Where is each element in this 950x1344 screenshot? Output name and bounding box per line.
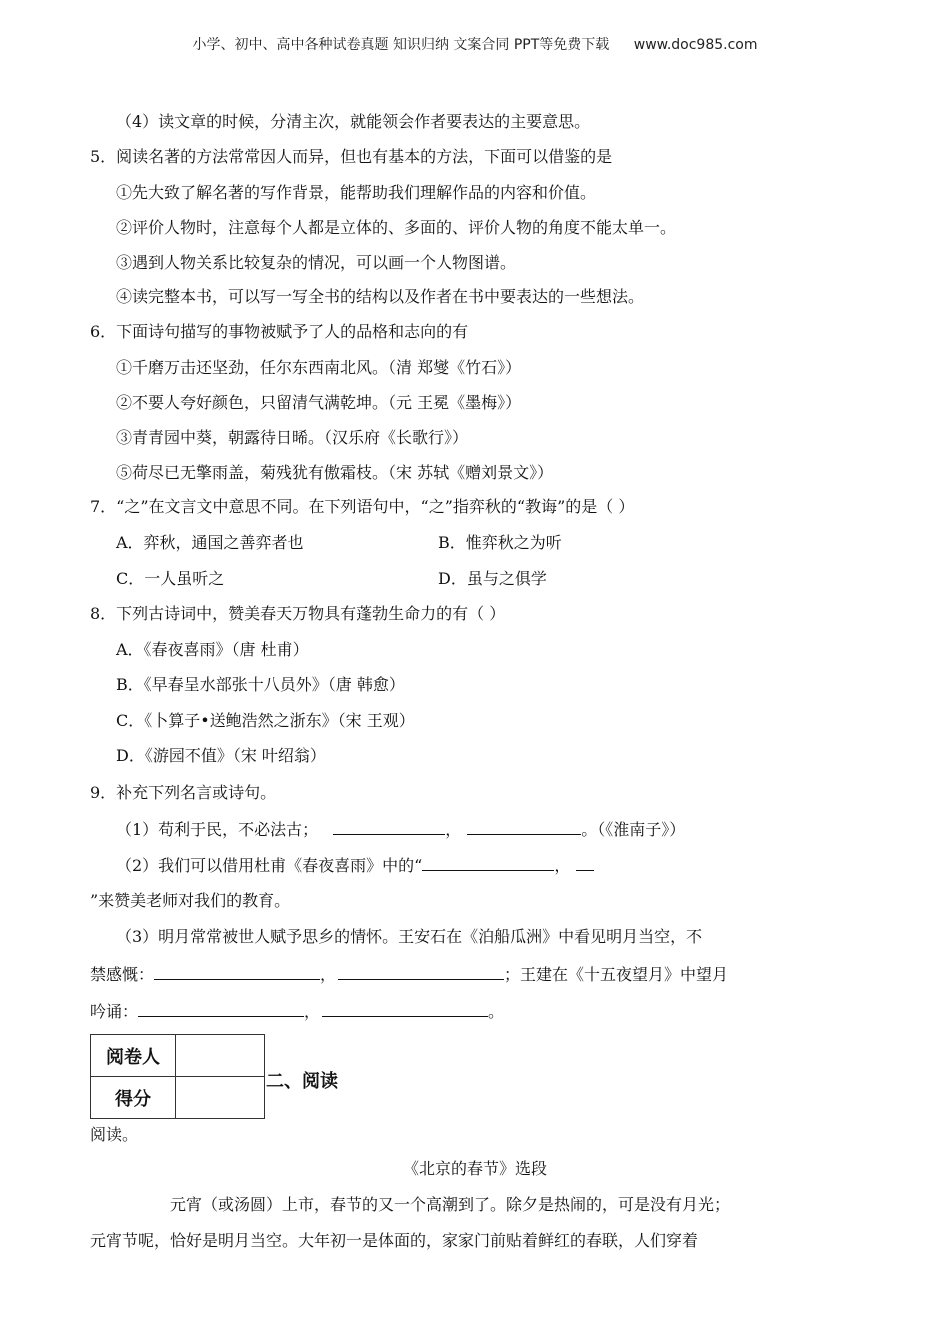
q9-part2-end: ”来赞美老师对我们的教育。 bbox=[90, 891, 291, 910]
reviewer-label: 阅卷人 bbox=[91, 1035, 176, 1077]
q5-item3: ③遇到人物关系比较复杂的情况，可以画一个人物图谱。 bbox=[116, 253, 517, 272]
q7-option-b: B．惟弈秋之为听 bbox=[438, 533, 562, 552]
q9-part1 bbox=[116, 818, 685, 841]
q9-blank-8[interactable] bbox=[322, 1000, 488, 1017]
score-label: 得分 bbox=[91, 1077, 176, 1119]
q8-stem: 8．下列古诗词中，赞美春天万物具有蓬勃生命力的有（ ） bbox=[90, 604, 506, 623]
q6-stem: 6．下面诗句描写的事物被赋予了人的品格和志向的有 bbox=[90, 322, 469, 341]
q9-stem: 9．补充下列名言或诗句。 bbox=[90, 783, 277, 802]
q7-option-d: D．虽与之俱学 bbox=[438, 569, 547, 588]
score-cell[interactable] bbox=[176, 1077, 265, 1119]
q9-part3-sep2: ， bbox=[304, 1002, 321, 1021]
q9-blank-3[interactable] bbox=[422, 854, 554, 871]
section-title: 二、阅读 bbox=[266, 1071, 338, 1092]
q9-part3-mid: ；王建在《十五夜望月》中望月 bbox=[504, 965, 729, 984]
q7-stem: 7．“之”在文言文中意思不同。在下列语句中，“之”指弈秋的“教诲”的是（ ） bbox=[90, 497, 635, 516]
q9-part2-pre: （2）我们可以借用杜甫《春夜喜雨》中的“ bbox=[116, 856, 423, 875]
passage-title: 《北京的春节》选段 bbox=[402, 1159, 547, 1178]
q6-item5: ⑤荷尽已无擎雨盖，菊残犹有傲霜枝。（宋 苏轼《赠刘景文》） bbox=[116, 463, 554, 482]
q6-item1: ①千磨万击还坚劲，任尔东西南北风。（清 郑燮《竹石》） bbox=[116, 358, 522, 377]
q9-part3-line1: （3）明月常常被世人赋予思乡的情怀。王安石在《泊船瓜洲》中看见明月当空，不 bbox=[116, 927, 703, 946]
q7-option-c: C．一人虽听之 bbox=[116, 569, 225, 588]
q5-item1: ①先大致了解名著的写作背景，能帮助我们理解作品的内容和价值。 bbox=[116, 183, 597, 202]
q9-blank-6[interactable] bbox=[338, 963, 504, 980]
q9-part2-sep: ， bbox=[554, 856, 571, 875]
q9-part3-pre2: 吟诵： bbox=[90, 1002, 139, 1021]
page-header bbox=[0, 34, 950, 54]
q9-part3-line3 bbox=[90, 1000, 504, 1023]
q9-blank-5[interactable] bbox=[154, 963, 320, 980]
q9-blank-2[interactable] bbox=[467, 818, 581, 835]
section-intro: 阅读。 bbox=[90, 1125, 139, 1144]
q8-option-b: B．《早春呈水部张十八员外》（唐 韩愈） bbox=[116, 675, 405, 694]
q4-sub4: （4）读文章的时候，分清主次，就能领会作者要表达的主要意思。 bbox=[116, 112, 591, 131]
q8-option-c: C．《卜算子•送鲍浩然之浙东》（宋 王观） bbox=[116, 711, 415, 730]
q9-part1-pre: （1）苟利于民，不必法古； bbox=[116, 820, 319, 839]
q9-part2 bbox=[116, 854, 594, 877]
q9-blank-4[interactable] bbox=[576, 854, 594, 871]
q5-item4: ④读完整本书，可以写一写全书的结构以及作者在书中要表达的一些想法。 bbox=[116, 287, 645, 306]
q5-item2: ②评价人物时，注意每个人都是立体的、多面的、评价人物的角度不能太单一。 bbox=[116, 218, 677, 237]
q9-blank-1[interactable] bbox=[333, 818, 445, 835]
q8-option-a: A．《春夜喜雨》（唐 杜甫） bbox=[116, 640, 309, 659]
q6-item2: ②不要人夸好颜色，只留清气满乾坤。（元 王冕《墨梅》） bbox=[116, 393, 522, 412]
reviewer-cell[interactable] bbox=[176, 1035, 265, 1077]
q9-part3-sep: ， bbox=[320, 965, 337, 984]
q6-item3: ③青青园中葵，朝露待日晞。（汉乐府《长歌行》） bbox=[116, 428, 469, 447]
q9-part3-pre: 禁感慨： bbox=[90, 965, 155, 984]
q8-option-d: D．《游园不值》（宋 叶绍翁） bbox=[116, 746, 326, 765]
header-text: 小学、初中、高中各种试卷真题 知识归纳 文案合同 PPT等免费下载 bbox=[192, 37, 610, 53]
q9-part1-sep: ， bbox=[445, 820, 462, 839]
passage-line-2: 元宵节呢，恰好是明月当空。大年初一是体面的，家家门前贴着鲜红的春联，人们穿着 bbox=[90, 1231, 699, 1250]
q9-part3-line2 bbox=[90, 963, 728, 986]
score-table bbox=[90, 1034, 265, 1119]
header-url[interactable]: www.doc985.com bbox=[633, 37, 758, 53]
q9-blank-7[interactable] bbox=[138, 1000, 304, 1017]
passage-line-1: 元宵（或汤圆）上市，春节的又一个高潮到了。除夕是热闹的，可是没有月光； bbox=[170, 1195, 731, 1214]
q9-part3-end: 。 bbox=[488, 1002, 505, 1021]
q5-stem: 5．阅读名著的方法常常因人而异，但也有基本的方法，下面可以借鉴的是 bbox=[90, 147, 613, 166]
q7-option-a: A．弈秋，通国之善弈者也 bbox=[116, 533, 304, 552]
q9-part1-post: 。（《淮南子》） bbox=[581, 820, 686, 839]
